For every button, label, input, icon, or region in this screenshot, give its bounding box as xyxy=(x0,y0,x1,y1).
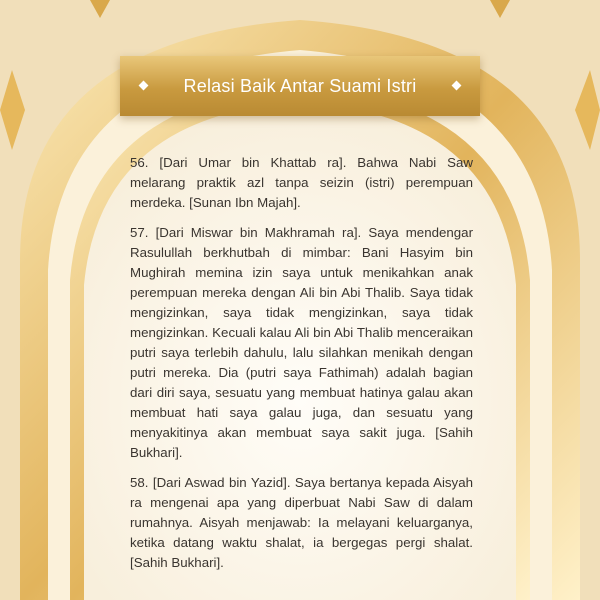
diamond-ornament-icon xyxy=(452,81,462,91)
hadith-paragraph: 56. [Dari Umar bin Khattab ra]. Bahwa Nabi Saw melarang praktik azl tanpa seizin (istri) perempuan merdeka. [Sunan Ibn Majah]. xyxy=(130,155,473,210)
page-title: Relasi Baik Antar Suami Istri xyxy=(183,75,417,96)
hadith-paragraph: 57. [Dari Miswar bin Makhramah ra]. Saya mendengar Rasulullah berkhutbah di mimbar: Bani Hasyim bin Mughirah memina izin saya untuk menikahkan anak perempuan mereka dengan Ali bin Abi Thalib. Saya tidak mengizinkan, saya tidak mengizinkan, saya tidak mengizinkan. Kecuali kalau Ali bin Abi Thalib menceraikan putri saya terlebih dahulu, lalu silahkan menikah dengan putri mereka. Dia (putri saya Fathimah) adalah bagian dari diri saya, sesuatu yang membuat hatinya galau akan membuat hati saya galau juga, dan sesuatu yang menyakitinya akan membuat saya sakit juga. [Sahih Bukhari]. xyxy=(130,225,473,460)
title-banner xyxy=(120,56,480,116)
hadith-paragraph: 58. [Dari Aswad bin Yazid]. Saya bertanya kepada Aisyah ra mengenai apa yang diperbuat Nabi Saw di dalam rumahnya. Aisyah menjawab: Ia melayani keluarganya, ketika datang waktu shalat, ia bergegas pergi shalat. [Sahih Bukhari]. xyxy=(130,475,473,570)
hadith-list xyxy=(130,153,473,583)
diamond-ornament-icon xyxy=(139,81,149,91)
